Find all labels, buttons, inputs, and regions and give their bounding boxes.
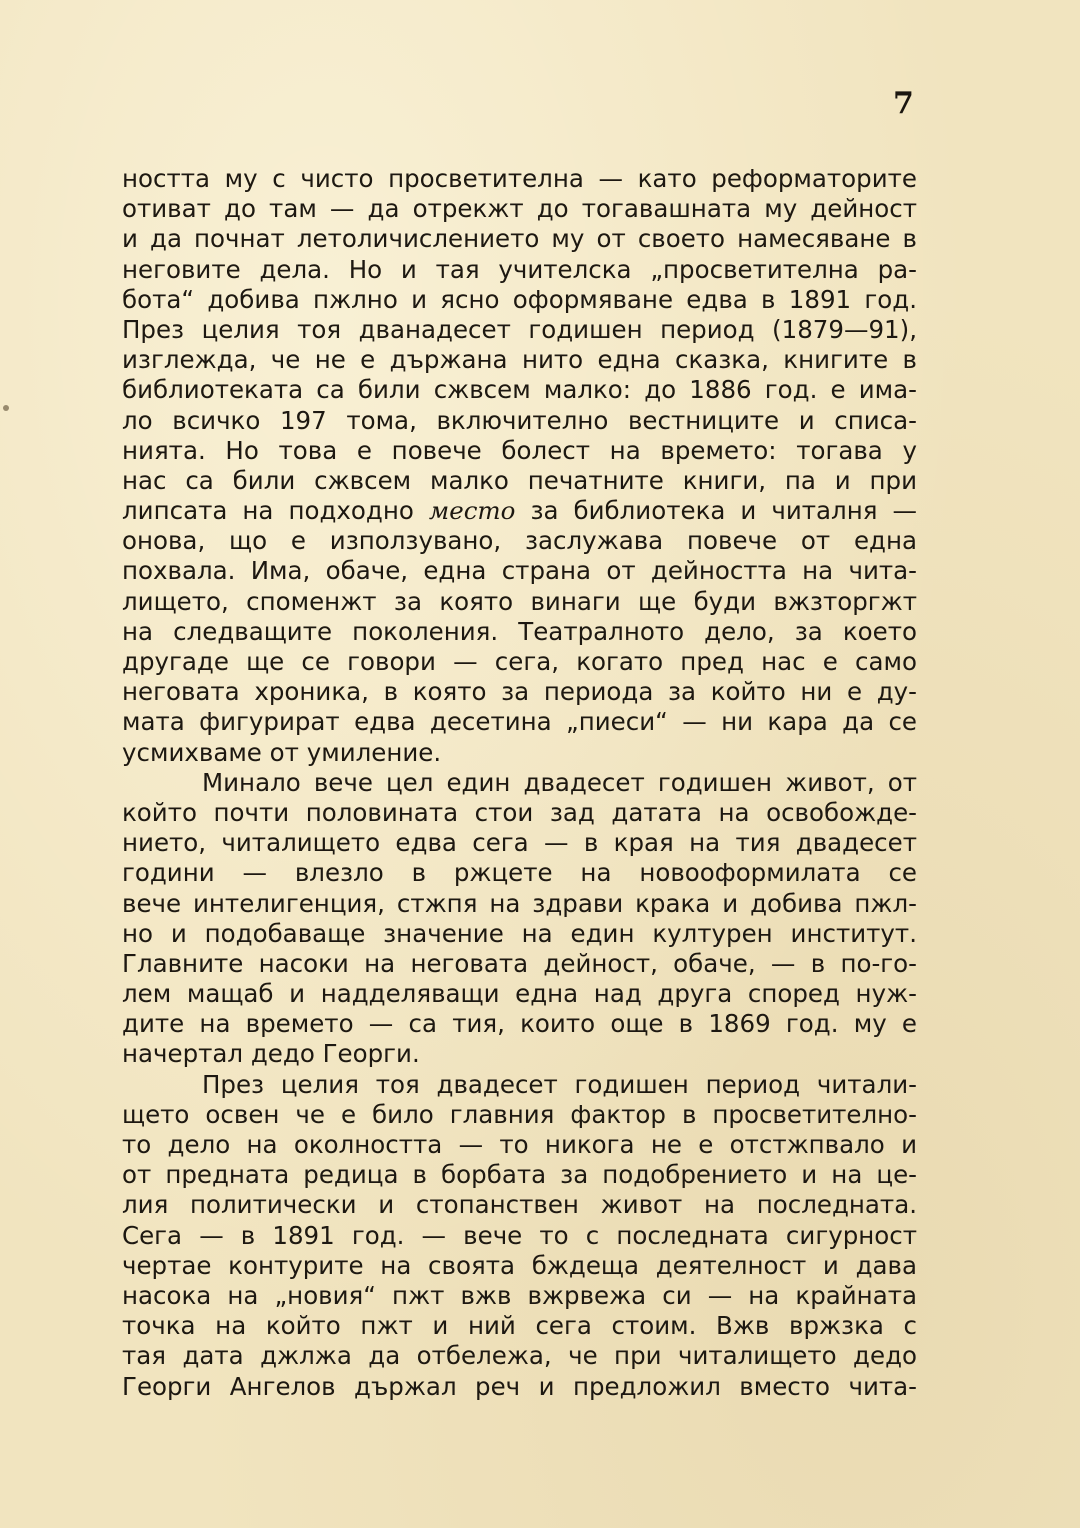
paragraph-3 (122, 1070, 917, 1402)
text-line: През целия тоя дванадесет годишен период (1879—91), (122, 314, 917, 344)
text-line: насока на „новия“ пжт вжв вжрвежа си — на крайната (122, 1280, 917, 1310)
text-line: щето освен че е било главния фактор в просветително- (122, 1099, 917, 1129)
body-text (122, 164, 917, 1402)
text-line: Сега — в 1891 год. — вече то с последната сигурност (122, 1220, 917, 1250)
paragraph-1 (122, 164, 917, 768)
paper-speck (3, 405, 9, 411)
paragraph-2 (122, 768, 917, 1070)
italic-word: место (428, 496, 516, 526)
text-line: нията. Но това е повече болест на времето: тогава у (122, 435, 917, 465)
text-line-with-italic (122, 496, 917, 526)
text-line: бота“ добива пжлно и ясно оформяване едва в 1891 год. (122, 284, 917, 314)
text-line: ността му с чисто просветителна — като реформаторите (122, 164, 917, 193)
text-line: През целия тоя двадесет годишен период читали- (202, 1069, 917, 1099)
text-fragment: за библиотека и читалня — (515, 496, 917, 526)
text-line: Минало вече цел един двадесет годишен живот, от (202, 767, 917, 797)
text-line: на следващите поколения. Театралното дело, за което (122, 616, 917, 646)
text-line: неговите дела. Но и тая учителска „просветителна ра- (122, 254, 917, 284)
text-line: другаде ще се говори — сега, когато пред нас е само (122, 647, 917, 676)
text-line: лището, споменжт за която винаги ще буди вжзторгжт (122, 586, 917, 616)
text-line: тая дата джлжа да отбележа, че при читалището дедо (122, 1341, 917, 1371)
text-line: онова, що е използувано, заслужава повече от една (122, 526, 917, 556)
text-line: начертал дедо Георги. (122, 1039, 420, 1069)
text-line: похвала. Има, обаче, една страна от дейността на чита- (122, 556, 917, 586)
text-line: нието, читалището едва сега — в края на тия двадесет (122, 828, 917, 858)
text-line: и да почнат летоличислението му от своето намесяване в (122, 224, 917, 254)
text-line: лем мащаб и надделяващи една над друга според нуж- (122, 979, 917, 1009)
text-line: дите на времето — са тия, които още в 1869 год. му е (122, 1009, 917, 1039)
text-line: библиотеката са били сжвсем малко: до 1886 год. е има- (122, 375, 917, 405)
text-line: нас са били сжвсем малко печатните книги, па и при (122, 465, 917, 495)
text-line: Георги Ангелов държал реч и предложил вместо чита- (122, 1371, 917, 1401)
text-line: но и подобаваще значение на един културен институт. (122, 918, 917, 948)
text-line: чертае контурите на своята бждеща деятелност и дава (122, 1250, 917, 1280)
text-line: отиват до там — да отрекжт до тогавашната му дейност (122, 194, 917, 224)
text-line: ло всичко 197 тома, включително вестниците и списа- (122, 405, 917, 435)
text-line: лия политически и стопанствен живот на последната. (122, 1190, 917, 1220)
text-line: неговата хроника, в която за периода за който ни е ду- (122, 677, 917, 707)
text-fragment: липсата на подходно (122, 496, 429, 526)
text-line: който почти половината стои зад датата на освобожде- (122, 797, 917, 827)
text-line: то дело на околността — то никога не е отстжпвало и (122, 1130, 917, 1159)
text-line: години — влезло в ржцете на новооформилата се (122, 858, 917, 888)
text-line: точка на който пжт и ний сега стоим. Вжв вржзка с (122, 1311, 917, 1341)
text-line: Главните насоки на неговата дейност, обаче, — в по-го- (122, 948, 917, 978)
text-line: изглежда, че не е държана нито една сказка, книгите в (122, 345, 917, 375)
text-line: вече интелигенция, стжпя на здрави крака и добива пжл- (122, 888, 917, 918)
page-number: 7 (893, 86, 914, 121)
text-line: мата фигурират едва десетина „пиеси“ — ни кара да се (122, 707, 917, 737)
text-line: усмихваме от умиление. (122, 737, 442, 767)
text-line: от предната редица в борбата за подобрението и на це- (122, 1160, 917, 1190)
